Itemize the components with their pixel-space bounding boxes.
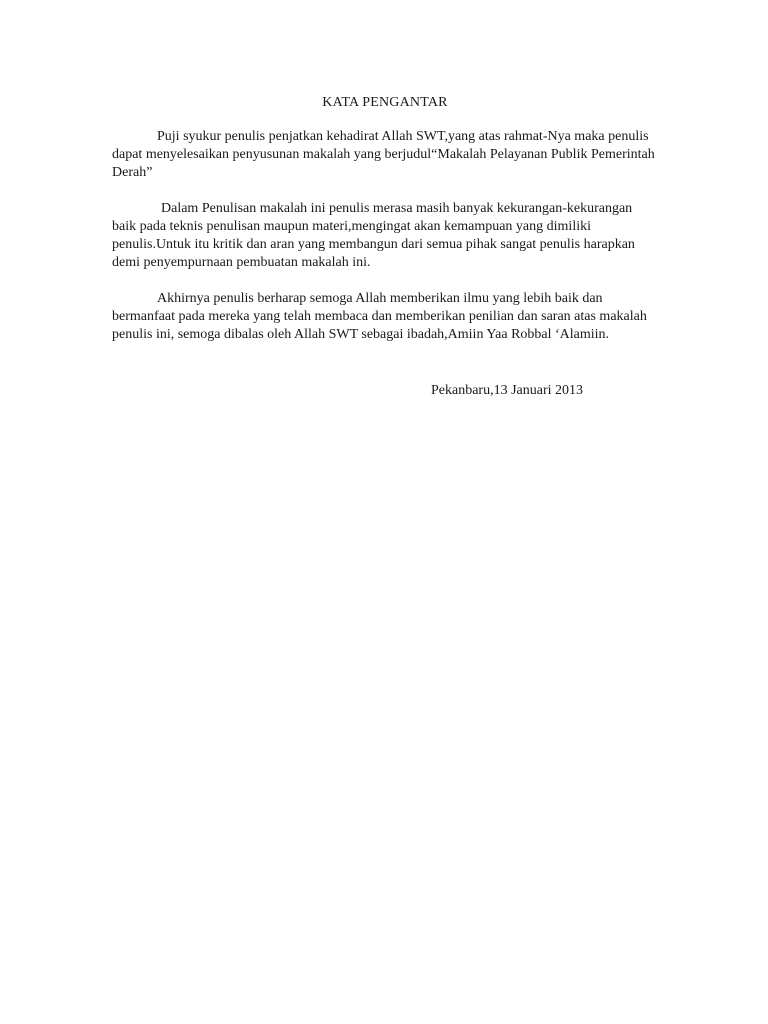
- document-title: KATA PENGANTAR: [322, 95, 448, 110]
- paragraph-1: Puji syukur penulis penjatkan kehadirat Allah SWT,yang atas rahmat-Nya maka penulis dapat menyelesaikan penyusunan makalah yang berjudul“Makalah Pelayanan Publik Pemerintah Derah”: [112, 129, 655, 180]
- paragraph-3: Akhirnya penulis berharap semoga Allah memberikan ilmu yang lebih baik dan bermanfaat pada mereka yang telah membaca dan memberikan penilian dan saran atas makalah penulis ini, semoga dibalas oleh Allah SWT sebagai ibadah,Amiin Yaa Robbal ‘Alamiin.: [112, 291, 647, 342]
- place-date-signoff: Pekanbaru,13 Januari 2013: [431, 383, 584, 398]
- paragraph-2: Dalam Penulisan makalah ini penulis merasa masih banyak kekurangan-kekurangan baik pada teknis penulisan maupun materi,mengingat akan kemampuan yang dimiliki penulis.Untuk itu kritik dan aran yang membangun dari semua pihak sangat penulis harapkan demi penyempurnaan pembuatan makalah ini.: [112, 201, 635, 270]
